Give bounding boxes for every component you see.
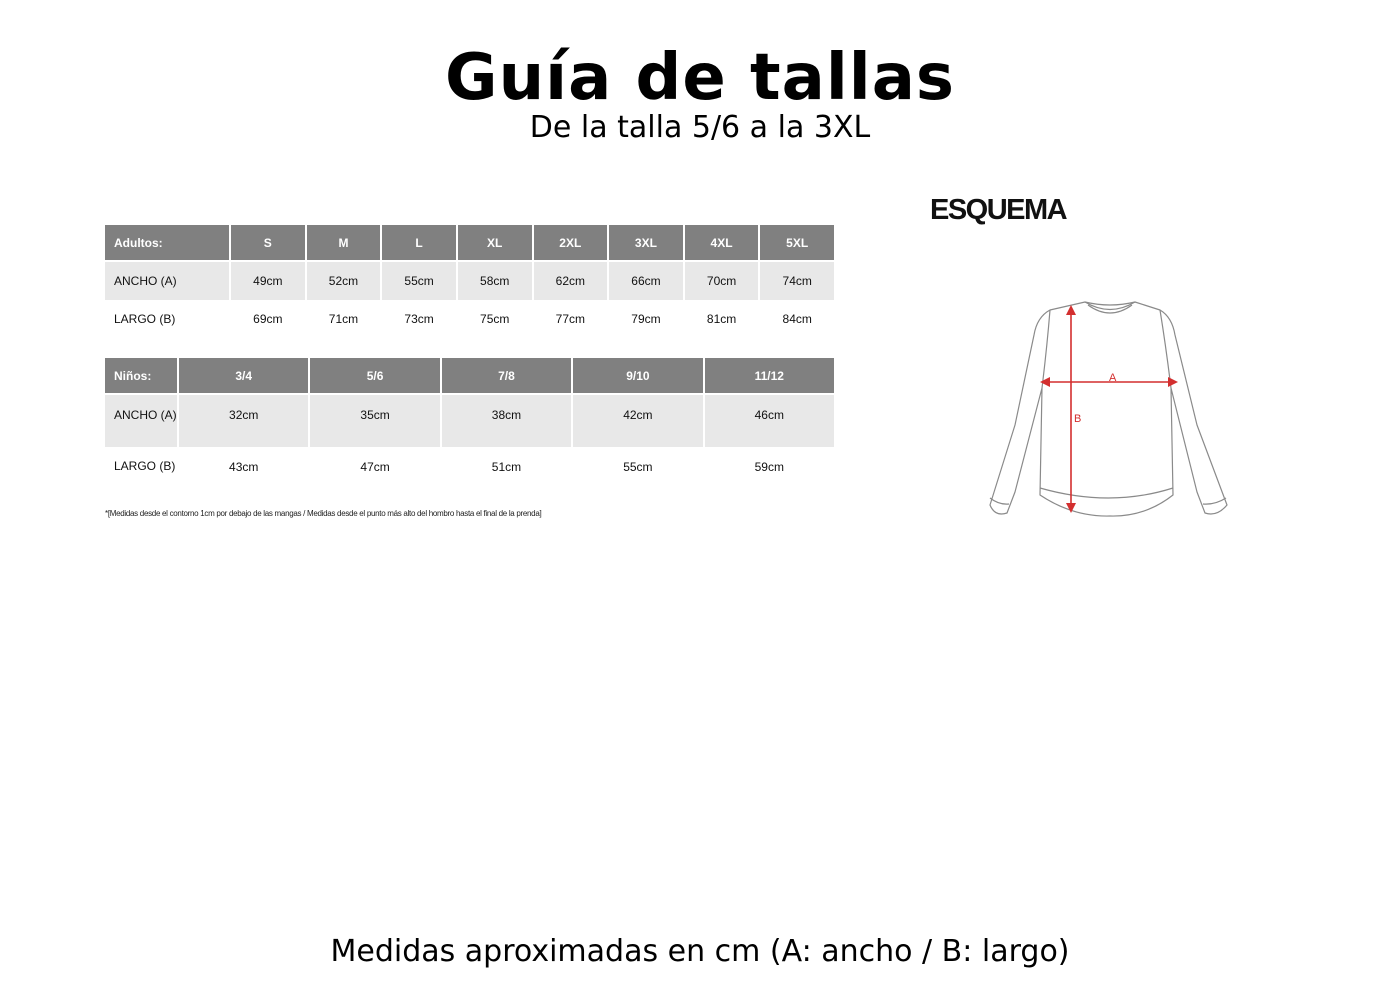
size-header: 3/4 xyxy=(177,358,308,395)
table-header-row xyxy=(105,225,834,262)
table-cell: 42cm xyxy=(571,395,702,447)
table-cell: 75cm xyxy=(456,300,532,338)
size-header: M xyxy=(305,225,381,262)
size-header: 4XL xyxy=(683,225,759,262)
size-header: 7/8 xyxy=(440,358,571,395)
table-cell: 43cm xyxy=(177,447,308,499)
table-cell: 71cm xyxy=(305,300,381,338)
table-cell: 51cm xyxy=(440,447,571,499)
row-label: ANCHO (A) xyxy=(105,262,229,300)
table-header-row xyxy=(105,358,834,395)
size-header: 11/12 xyxy=(703,358,834,395)
row-label: ANCHO (A) xyxy=(105,395,177,447)
size-header: 5/6 xyxy=(308,358,439,395)
table-cell: 47cm xyxy=(308,447,439,499)
table-cell: 32cm xyxy=(177,395,308,447)
table-row xyxy=(105,300,834,338)
footer-note: Medidas aproximadas en cm (A: ancho / B: largo) xyxy=(330,934,1070,969)
label-b: B xyxy=(1074,413,1082,425)
table-cell: 55cm xyxy=(571,447,702,499)
table-row xyxy=(105,395,834,447)
size-header: L xyxy=(380,225,456,262)
shirt-diagram xyxy=(985,295,1235,520)
page-title: Guía de tallas xyxy=(445,41,955,115)
table-row xyxy=(105,262,834,300)
row-label: LARGO (B) xyxy=(114,459,176,473)
table-cell: 73cm xyxy=(380,300,456,338)
table-cell: 62cm xyxy=(532,262,608,300)
label-a: A xyxy=(1109,372,1117,384)
table-row xyxy=(105,447,834,499)
page-subtitle: De la talla 5/6 a la 3XL xyxy=(529,110,871,145)
size-header: 9/10 xyxy=(571,358,702,395)
measurement-note: *[Medidas desde el contorno 1cm por debajo de las mangas / Medidas desde el punto más alto del hombro hasta el final de la prenda] xyxy=(105,509,542,518)
table-cell: 79cm xyxy=(607,300,683,338)
table-cell: 66cm xyxy=(607,262,683,300)
kids-size-table xyxy=(105,358,834,499)
table-cell: 38cm xyxy=(440,395,571,447)
size-header: XL xyxy=(456,225,532,262)
size-header: 3XL xyxy=(607,225,683,262)
table-cell: 81cm xyxy=(683,300,759,338)
table-cell: 74cm xyxy=(758,262,834,300)
adults-size-table xyxy=(105,225,834,338)
size-header: 2XL xyxy=(532,225,608,262)
table-cell: 35cm xyxy=(308,395,439,447)
diagram-heading: ESQUEMA xyxy=(930,194,1067,226)
table-cell: 84cm xyxy=(758,300,834,338)
table-cell: 77cm xyxy=(532,300,608,338)
adults-header-label: Adultos: xyxy=(105,225,229,262)
table-cell: 52cm xyxy=(305,262,381,300)
table-cell: 55cm xyxy=(380,262,456,300)
row-label: LARGO (B) xyxy=(114,312,176,326)
table-cell: 69cm xyxy=(229,300,305,338)
size-header: S xyxy=(229,225,305,262)
table-cell: 46cm xyxy=(703,395,834,447)
table-cell: 59cm xyxy=(703,447,834,499)
table-cell: 58cm xyxy=(456,262,532,300)
size-header: 5XL xyxy=(758,225,834,262)
table-cell: 49cm xyxy=(229,262,305,300)
kids-header-label: Niños: xyxy=(105,358,177,395)
shirt-outline xyxy=(990,302,1227,516)
table-cell: 70cm xyxy=(683,262,759,300)
